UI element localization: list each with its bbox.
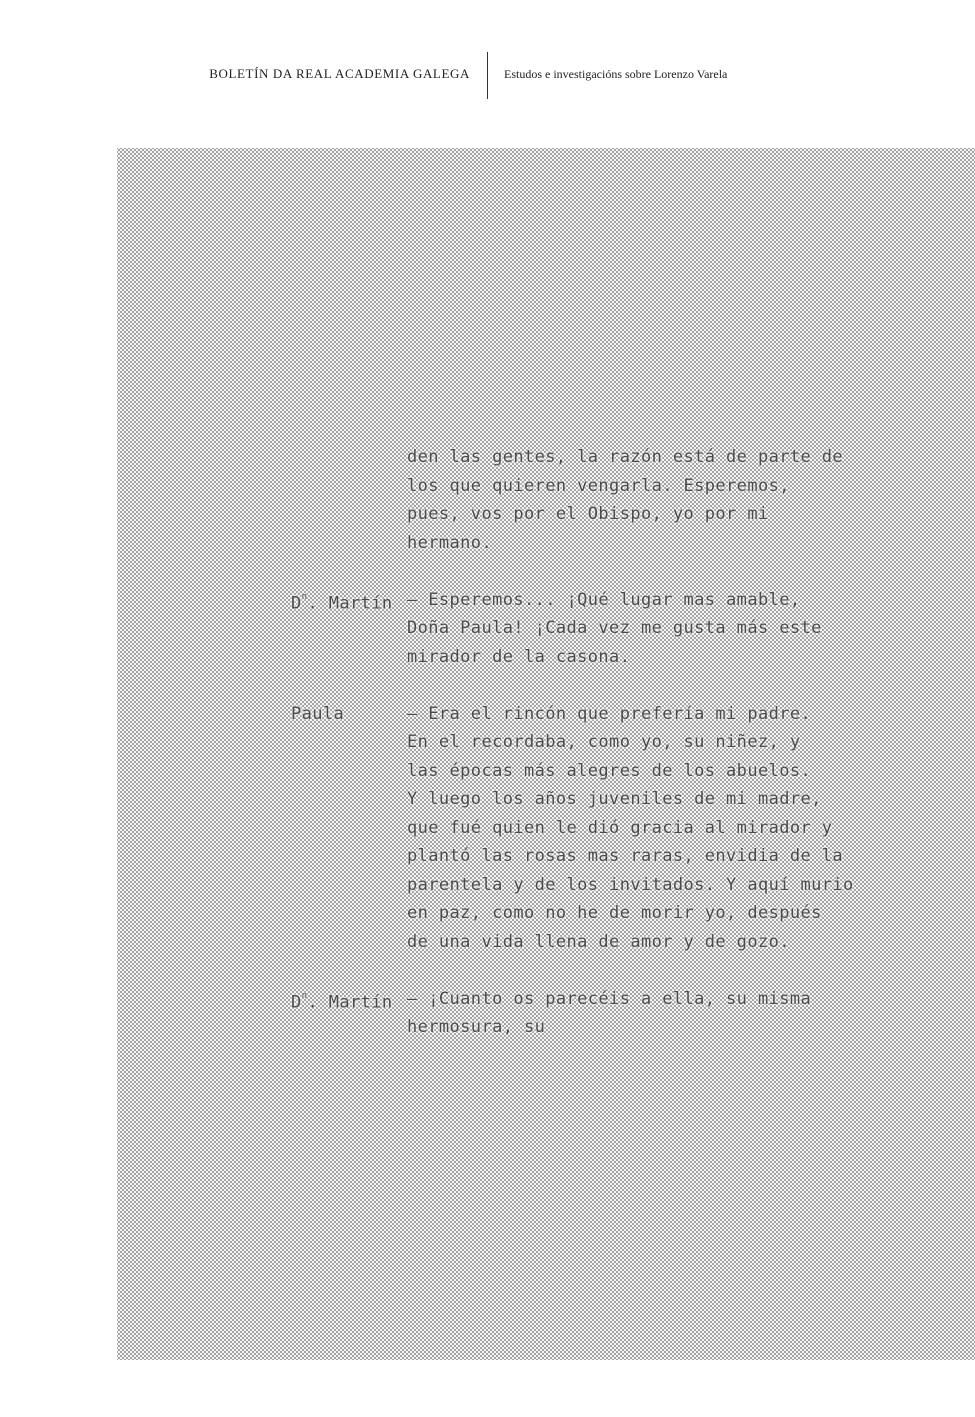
speech-line: – Esperemos... ¡Qué lugar mas amable, xyxy=(407,589,801,610)
speaker-rest: . Martín xyxy=(307,593,393,614)
speech-line: en paz, como no he de morir yo, después xyxy=(407,903,822,923)
speech xyxy=(407,586,975,672)
speech-line: de una vida llena de amor y de gozo. xyxy=(407,931,790,952)
speaker-initial: D xyxy=(291,593,302,614)
speech-line: parentela y de los invitados. Y aquí murio xyxy=(407,874,854,895)
speaker-superscript: n xyxy=(301,990,308,1001)
journal-title: BOLETÍN DA REAL ACADEMIA GALEGA xyxy=(209,66,470,81)
speech xyxy=(407,443,975,557)
dialogue-block xyxy=(117,586,975,672)
speech-line: hermano. xyxy=(407,532,493,553)
dialogue-block xyxy=(117,700,975,957)
speech xyxy=(407,985,975,1042)
speaker-initial: D xyxy=(291,992,302,1013)
speech-line: – Era el rincón que prefería mi padre. xyxy=(407,703,812,724)
speech-line: Doña Paula! ¡Cada vez me gusta más este xyxy=(407,618,822,638)
speech-line: plantó las rosas mas raras, envidia de la xyxy=(407,846,844,866)
dialogue-block xyxy=(117,985,975,1042)
speech-line: En el recordaba, como yo, su niñez, y xyxy=(407,732,801,752)
speech xyxy=(407,700,975,957)
speech-line: que fué quien le dió gracia al mirador y xyxy=(407,817,833,838)
speaker-name xyxy=(291,586,393,618)
play-script xyxy=(117,443,975,1070)
dialogue-block xyxy=(117,443,975,557)
speech-line: los que quieren vengarla. Esperemos, xyxy=(407,475,790,496)
speaker-superscript: n xyxy=(301,591,308,602)
speaker-name: Paula xyxy=(291,703,345,724)
speech-line: pues, vos por el Obispo, yo por mi xyxy=(407,504,769,524)
speech-line: hermosura, su xyxy=(407,1017,546,1037)
header-divider xyxy=(487,52,488,99)
speaker-rest: . Martín xyxy=(307,992,393,1013)
speech-line: mirador de la casona. xyxy=(407,646,631,667)
running-header xyxy=(0,52,975,100)
speech-line: – ¡Cuanto os parecéis a ella, su misma xyxy=(407,988,812,1009)
speaker-name xyxy=(291,985,393,1017)
scanned-typescript-page xyxy=(117,148,975,1360)
section-title: Estudos e investigacións sobre Lorenzo Varela xyxy=(504,67,728,81)
speech-line: Y luego los años juveniles de mi madre, xyxy=(407,789,822,809)
speech-line: las épocas más alegres de los abuelos. xyxy=(407,760,812,781)
speech-line: den las gentes, la razón está de parte de xyxy=(407,447,844,467)
